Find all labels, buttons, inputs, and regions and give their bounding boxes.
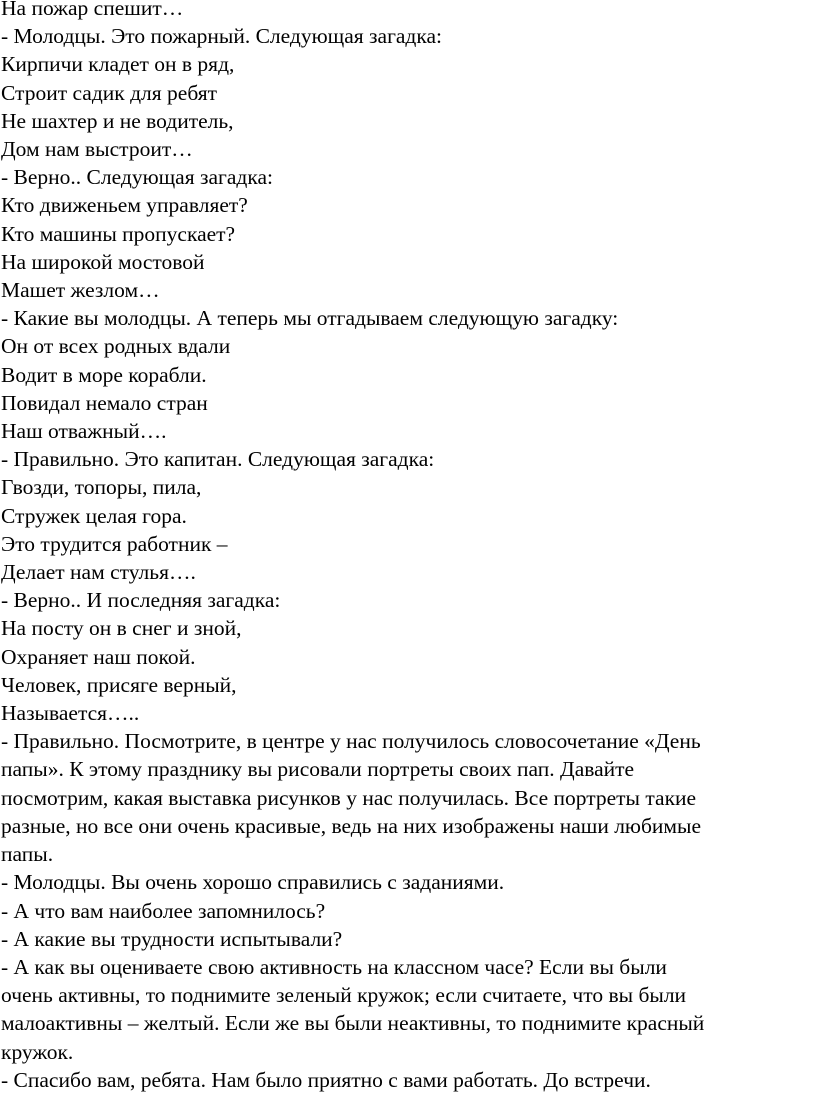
paragraph-line: - Молодцы. Вы очень хорошо справились с заданиями.: [1, 870, 505, 895]
text-line-12: - Какие вы молодцы. А теперь мы отгадываем следующую загадку:: [1, 306, 619, 331]
text-line-8: Кто движеньем управляет?: [1, 193, 248, 218]
text-line-26: Называется…..: [1, 701, 140, 726]
text-line-25: Человек, присяге верный,: [1, 672, 237, 697]
paragraph-line: - А что вам наиболее запомнилось?: [1, 898, 326, 923]
text-line-20: Это трудится работник –: [1, 531, 228, 556]
paragraph-line: - Спасибо вам, ребята. Нам было приятно с вами работать. До встречи.: [1, 1067, 651, 1092]
text-line-7: - Верно.. Следующая загадка:: [1, 165, 273, 190]
paragraph-line: разные, но все они очень красивые, ведь на них изображены наши любимые: [1, 813, 702, 838]
paragraph-3: [1, 897, 816, 925]
text-line-11: Машет жезлом…: [1, 278, 160, 303]
text-line-15: Повидал немало стран: [1, 390, 208, 415]
text-line-19: Стружек целая гора.: [1, 503, 187, 528]
text-line-17: - Правильно. Это капитан. Следующая загадка:: [1, 447, 435, 472]
text-line-2: - Молодцы. Это пожарный. Следующая загадка:: [1, 24, 443, 49]
paragraph-line: - А какие вы трудности испытывали?: [1, 926, 343, 951]
paragraph-4: [1, 925, 816, 953]
paragraph-line: очень активны, то поднимите зеленый кружок; если считаете, что вы были: [1, 983, 687, 1008]
text-line-13: Он от всех родных вдали: [1, 334, 231, 359]
text-line-18: Гвозди, топоры, пила,: [1, 475, 202, 500]
paragraph-line: папы». К этому празднику вы рисовали портреты своих пап. Давайте: [1, 757, 635, 782]
text-line-5: Не шахтер и не водитель,: [1, 108, 234, 133]
paragraph-line: посмотрим, какая выставка рисунков у нас получилась. Все портреты такие: [1, 785, 697, 810]
paragraph-6: [1, 1066, 816, 1094]
text-line-10: На широкой мостовой: [1, 249, 205, 274]
paragraph-line: - Правильно. Посмотрите, в центре у нас получилось словосочетание «День: [1, 729, 701, 754]
paragraph-line: папы.: [1, 842, 54, 867]
paragraph-line: малоактивны – желтый. Если же вы были неактивны, то поднимите красный: [1, 1011, 705, 1036]
text-line-6: Дом нам выстроит…: [1, 137, 193, 162]
paragraph-line: - А как вы оцениваете свою активность на классном часе? Если вы были: [1, 954, 667, 979]
paragraph-2: [1, 868, 816, 896]
paragraph-line: кружок.: [1, 1039, 74, 1064]
text-line-4: Строит садик для ребят: [1, 80, 218, 105]
text-line-21: Делает нам стулья….: [1, 560, 196, 585]
text-line-14: Водит в море корабли.: [1, 362, 207, 387]
text-line-23: На посту он в снег и зной,: [1, 616, 242, 641]
text-line-24: Охраняет наш покой.: [1, 644, 196, 669]
text-line-9: Кто машины пропускает?: [1, 221, 236, 246]
text-line-22: - Верно.. И последняя загадка:: [1, 588, 281, 613]
text-line-3: Кирпичи кладет он в ряд,: [1, 52, 235, 77]
text-line-1: На пожар спешит…: [1, 0, 184, 20]
paragraph-1: [1, 727, 816, 868]
text-line-16: Наш отважный….: [1, 419, 167, 444]
paragraph-5: [1, 953, 816, 1066]
